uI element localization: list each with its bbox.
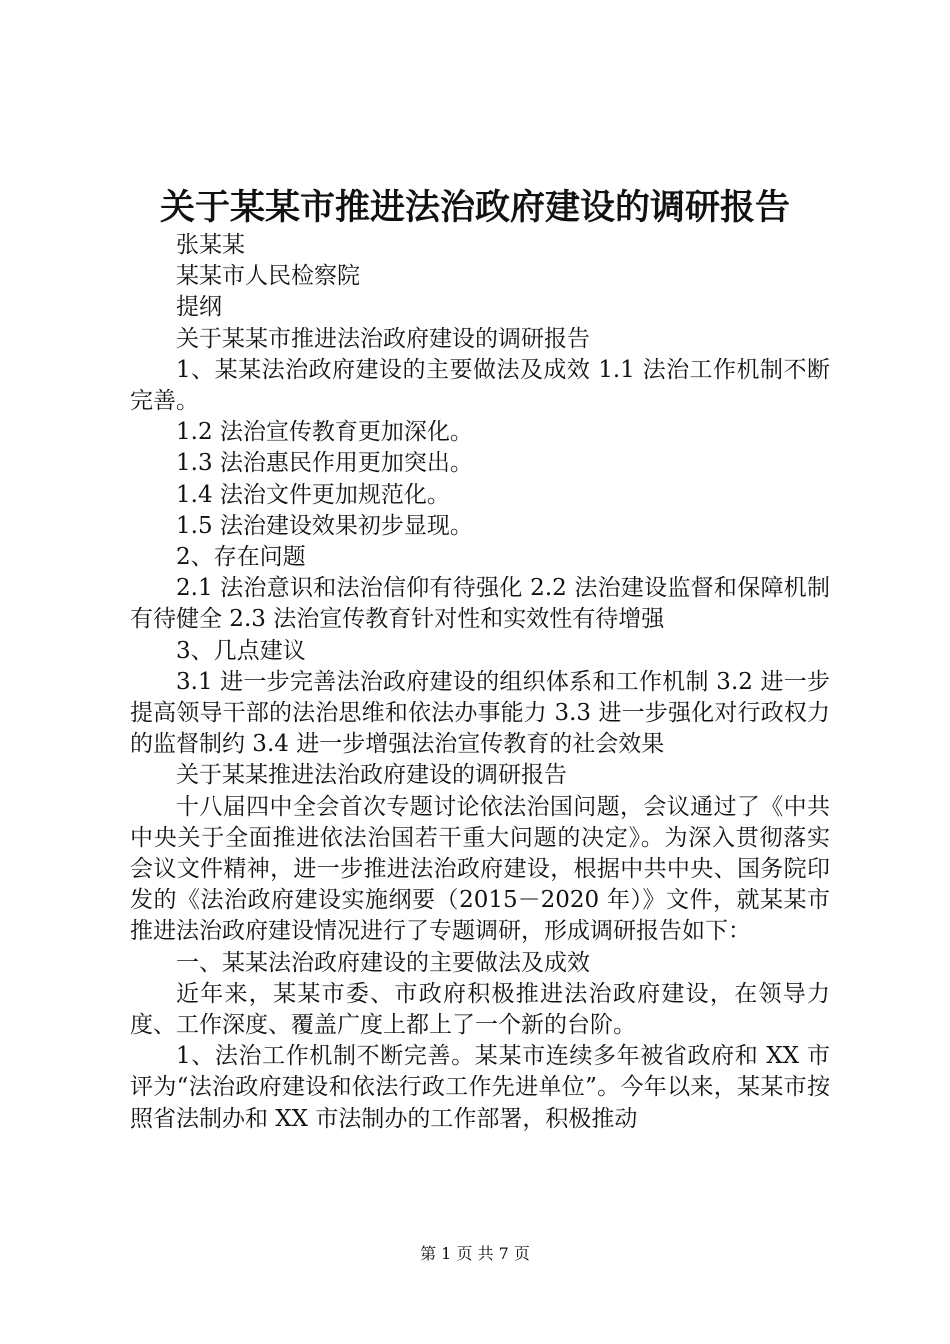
document-body bbox=[130, 230, 830, 1135]
outline-heading: 提纲 bbox=[176, 294, 222, 321]
outline-item: 3、几点建议 bbox=[176, 637, 306, 664]
outline-item: 1.2 法治宣传教育更加深化。 bbox=[176, 419, 473, 446]
author-organization: 某某市人民检察院 bbox=[176, 263, 360, 290]
outline-item: 1、某某法治政府建设的主要做法及成效 1.1 法治工作机制不断完善。 bbox=[130, 356, 830, 415]
page-number-footer: 第 1 页 共 7 页 bbox=[420, 1244, 530, 1263]
body-paragraph: 近年来，某某市委、市政府积极推进法治政府建设，在领导力度、工作深度、覆盖广度上都上了一个新的台阶。 bbox=[130, 980, 830, 1039]
outline-item: 1.4 法治文件更加规范化。 bbox=[176, 481, 450, 508]
document-title: 关于某某市推进法治政府建设的调研报告 bbox=[159, 187, 790, 228]
author-name: 张某某 bbox=[176, 232, 245, 258]
body-paragraph: 1、法治工作机制不断完善。某某市连续多年被省政府和 XX 市评为“法治政府建设和依法行政工作先进单位”。今年以来，某某市按照省法制办和 XX 市法制办的工作部署，积极推动 bbox=[130, 1043, 830, 1132]
outline-item: 1.5 法治建设效果初步显现。 bbox=[176, 512, 473, 539]
outline-item: 3.1 进一步完善法治政府建设的组织体系和工作机制 3.2 进一步提高领导干部的法治思维和依法办事能力 3.3 进一步强化对行政权力的监督制约 3.4 进一步增强法治宣传教育的社会效果 bbox=[130, 668, 830, 758]
report-subtitle: 关于某某推进法治政府建设的调研报告 bbox=[176, 762, 567, 789]
outline-title: 关于某某市推进法治政府建设的调研报告 bbox=[176, 325, 590, 352]
outline-item: 1.3 法治惠民作用更加突出。 bbox=[176, 450, 473, 477]
outline-item: 2、存在问题 bbox=[176, 544, 306, 571]
outline-item: 2.1 法治意识和法治信仰有待强化 2.2 法治建设监督和保障机制有待健全 2.3 法治宣传教育针对性和实效性有待增强 bbox=[130, 575, 830, 633]
section-heading: 一、某某法治政府建设的主要做法及成效 bbox=[176, 949, 590, 976]
body-paragraph: 十八届四中全会首次专题讨论依法治国问题，会议通过了《中共中央关于全面推进依法治国若干重大问题的决定》。为深入贯彻落实会议文件精神，进一步推进法治政府建设，根据中共中央、国务院印发的《法治政府建设实施纲要（2015－2020 年）》文件，就某某市推进法治政府建设情况进行了专题调研，形成调研报告如下： bbox=[130, 793, 830, 945]
